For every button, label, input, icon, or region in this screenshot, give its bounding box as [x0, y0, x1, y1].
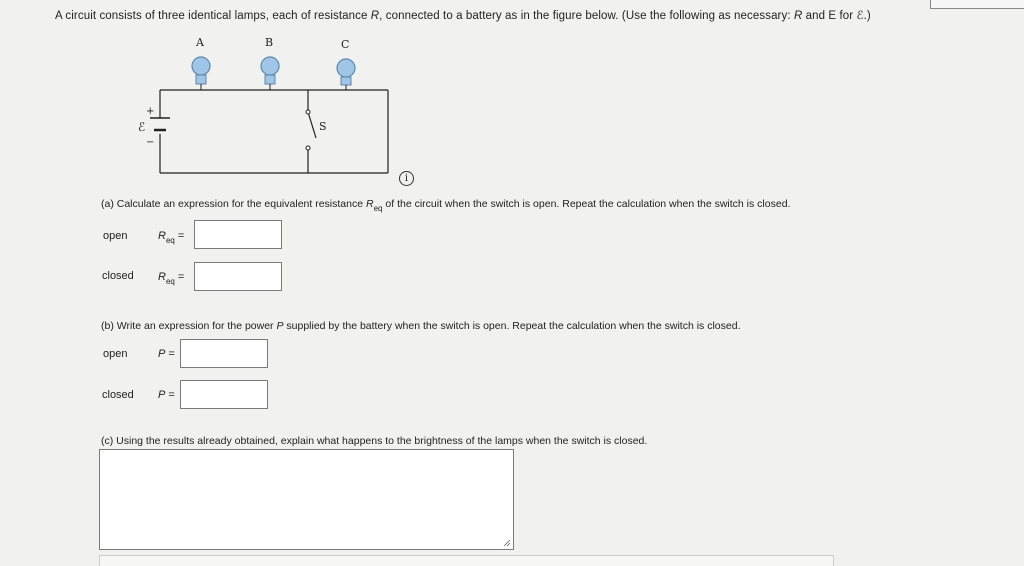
- battery-plus: +: [146, 106, 155, 117]
- info-icon[interactable]: [399, 171, 414, 186]
- part-b-closed-label: closed: [102, 389, 134, 401]
- req-var: R: [158, 271, 166, 283]
- part-a-open-label: open: [103, 230, 128, 242]
- intro-text-2: , connected to a battery as in the figure below. (Use the following as necessary:: [379, 10, 794, 22]
- p-var: P: [158, 389, 166, 401]
- part-a-prefix: (a) Calculate an expression for the equivalent resistance: [101, 198, 366, 210]
- part-a-var-sub: eq: [373, 204, 383, 213]
- part-b-prefix: (b) Write an expression for the power: [101, 320, 277, 332]
- top-corner-box: [930, 0, 1024, 9]
- lamp-c-label: C: [341, 38, 350, 51]
- switch-arm: [308, 112, 316, 138]
- req-var: R: [158, 230, 166, 242]
- equals-sign: =: [168, 348, 175, 360]
- equals-sign: =: [168, 389, 175, 401]
- lamp-b-icon: [261, 57, 279, 90]
- p-var: P: [158, 348, 166, 360]
- switch-terminal-top: [306, 110, 310, 114]
- lamp-a-icon: [192, 57, 210, 90]
- problem-statement: [55, 8, 871, 22]
- lamp-c-icon: [337, 59, 355, 90]
- resize-grip-icon[interactable]: [503, 539, 511, 547]
- part-a-suffix: of the circuit when the switch is open. Repeat the calculation when the switch is closed.: [382, 198, 791, 210]
- info-icon-glyph: i: [404, 173, 409, 184]
- equals-sign: =: [177, 271, 185, 283]
- part-b-question: [101, 320, 741, 332]
- intro-var-r2: R: [793, 10, 803, 22]
- emf-label: ℰ: [138, 120, 146, 134]
- req-open-input[interactable]: [194, 220, 282, 249]
- intro-text-3: and E for ℰ.): [802, 10, 871, 22]
- equals-sign: =: [177, 230, 185, 242]
- next-section-box: [99, 555, 834, 566]
- part-b-closed-var: [158, 389, 175, 401]
- p-closed-input[interactable]: [180, 380, 268, 409]
- part-a-open-var: [158, 230, 185, 245]
- part-b-open-label: open: [103, 348, 128, 360]
- part-c-question: (c) Using the results already obtained, explain what happens to the brightness of the lamps when the switch is closed.: [101, 435, 648, 447]
- circuit-diagram: [130, 30, 410, 180]
- lamp-b-label: B: [265, 36, 274, 49]
- part-b-suffix: supplied by the battery when the switch is open. Repeat the calculation when the switch is closed.: [283, 320, 741, 332]
- req-sub: eq: [165, 277, 175, 286]
- req-closed-input[interactable]: [194, 262, 282, 291]
- lamp-a-label: A: [196, 36, 204, 49]
- switch-label: S: [319, 120, 327, 133]
- part-a-var-r: R: [365, 198, 374, 210]
- part-b-open-var: [158, 348, 175, 360]
- req-sub: eq: [165, 236, 175, 245]
- switch-terminal-bottom: [306, 146, 310, 150]
- brightness-answer-textarea[interactable]: [99, 449, 514, 550]
- intro-var-r: R: [370, 10, 380, 22]
- part-a-question: [101, 198, 791, 213]
- battery-minus: −: [146, 137, 155, 148]
- part-b-var-p: P: [276, 320, 284, 332]
- part-a-closed-var: [158, 271, 185, 286]
- intro-text-1: A circuit consists of three identical lamps, each of resistance: [55, 10, 371, 22]
- part-a-closed-label: closed: [102, 270, 134, 282]
- p-open-input[interactable]: [180, 339, 268, 368]
